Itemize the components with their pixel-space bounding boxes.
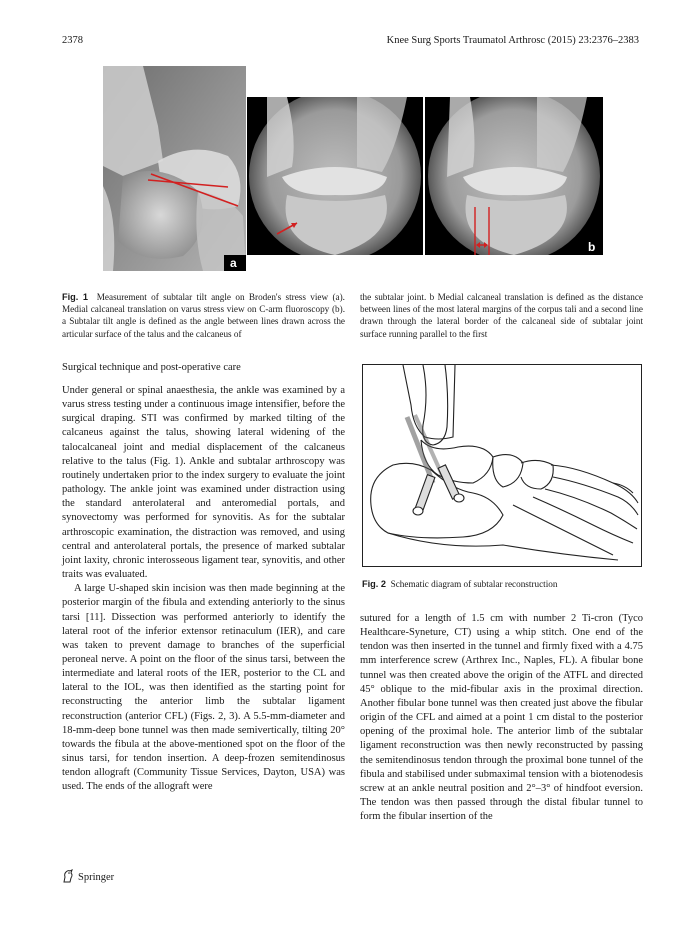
section-heading: Surgical technique and post-operative care bbox=[62, 362, 241, 373]
left-paragraph-1: Under general or spinal anaesthesia, the ankle was examined by a varus stress testing under a continuous image intensifier, before the surgical draping. STI was confirmed by marked tilting of the calcaneus against the talus, showing lateral widening of the talocalcaneal joint and medial displacement of the calcaneus relative to the talus (Fig. 1). Ankle and subtalar arthroscopy was routinely undertaken prior to the index surgery to evaluate the joint pathology. The ankle joint was examined under distraction using the standard anterolateral and anteromedial portals, and synovectomy was performed for synovitis. As for the subtalar arthroscopic examination, the distraction was removed, and using central and anterolateral portals, the presence of marked subtalar joint laxity, chronic interosseous ligament tear, synovitis, and other traits was evaluated. bbox=[62, 385, 345, 581]
figure1-caption-left bbox=[62, 291, 345, 340]
right-paragraph-1: sutured for a length of 1.5 cm with number 2 Ti-cron (Tyco Healthcare-Syneture, CT) using a whip stitch. One end of the tendon was then inserted in the tunnel and firmly fixed with a 4.75 mm interference screw (Arthrex Inc., Naples, FL). A fibular bone tunnel was then created above the origin of the ATFL and directed 45° oblique to the mid-fibular axis in the proximal direction. Another fibular bone tunnel was then created just above the fibular origin of the CFL and aimed at a point 1 cm distal to the posterior opening of the proximal hole. The anterior limb of the subtalar ligament reconstruction was then newly reconstructed by passing the semitendinosus tendon through the proximal bone tunnel of the fibula and stabilised under submaximal tension with a biotenodesis screw at an ankle neutral position and 2°–3° of hindfoot eversion. The tendon was then passed through the distal fibular tunnel to form the fibular insertion of the bbox=[360, 613, 643, 823]
figure1-caption-label: Fig. 1 bbox=[62, 292, 89, 302]
page-number: 2378 bbox=[62, 35, 83, 46]
publisher-footer bbox=[62, 869, 114, 886]
figure1-caption-right: the subtalar joint. b Medial calcaneal translation is defined as the distance between lines of the most lateral margins of the corpus tali and a second line drawn through the lateral border of the calcaneal side of subtalar joint surface running parallel to the first bbox=[360, 292, 643, 339]
panel-b-label: b bbox=[588, 240, 596, 254]
figure2-caption bbox=[362, 578, 645, 590]
figure1-caption-text-left: Measurement of subtalar tilt angle on Broden's stress view (a). Medial calcaneal translation on varus stress view on C-arm fluoroscopy (b). a Subtalar tilt angle is defined as the angle between lines drawn across the articular surface of the talus and the calcaneus of bbox=[62, 292, 345, 339]
panel-a-label: a bbox=[230, 256, 237, 270]
journal-citation: Knee Surg Sports Traumatol Arthrosc (2015) 23:2376–2383 bbox=[386, 35, 639, 46]
figure1-panel-b-fluoroscopy-left bbox=[247, 97, 423, 255]
figure1-panel-a-xray bbox=[103, 66, 246, 271]
publisher-name: Springer bbox=[78, 872, 115, 883]
figure2-schematic-diagram bbox=[362, 364, 642, 567]
figure1-panel-b-fluoroscopy-right bbox=[425, 97, 603, 255]
figure2-caption-label: Fig. 2 bbox=[362, 579, 386, 589]
springer-horse-icon bbox=[62, 869, 74, 886]
right-column bbox=[360, 612, 643, 824]
left-paragraph-2: A large U-shaped skin incision was then made beginning at the posterior margin of the fibula and extending anteriorly to the sinus tarsi [11]. Dissection was performed anteriorly to identify the lateral root of the inferior extensor retinaculum (IER), and care was taken to prevent damage to branches of the superficial peroneal nerve. A point on the floor of the sinus tarsi, between the intermediate and lateral roots of the IER, posterior to the CL and lateral to the IOL, was then identified as the starting point for reconstructing the anterior limb the subtalar ligament reconstruction (anterior CFL) (Figs. 2, 3). A 5.5-mm-diameter and 18-mm-deep bone tunnel was then made semivertically, tilting 20° towards the fibula at the above-mentioned spot on the floor of the sinus tarsi, for tendon insertion. A deep-frozen semitendinosus tendon allograft (Community Tissue Services, Dayton, USA) was used. The ends of the allograft were bbox=[62, 583, 345, 793]
figure2-caption-text: Schematic diagram of subtalar reconstruction bbox=[390, 579, 558, 589]
left-column bbox=[62, 384, 345, 795]
